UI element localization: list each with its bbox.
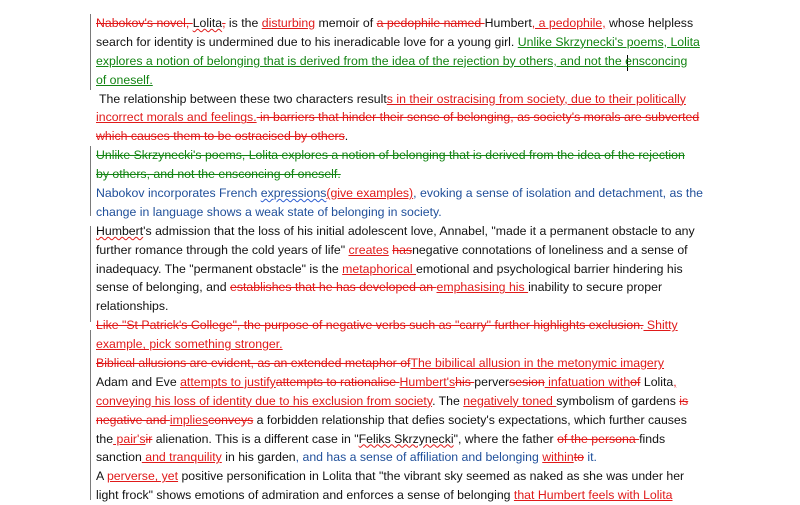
- paragraph-2-line-2: incorrect morals and feelings. in barriers that hinder their sense of belonging, as society's morals are subverted: [96, 110, 700, 125]
- change-bar: [90, 226, 91, 322]
- paragraph-7-line-8: light frock" shows emotions of admiration and enforces a sense of belonging that Humbert feels with Lolita: [96, 488, 673, 503]
- paragraph-1-line-2: search for identity is undermined due to his ineradicable love for a young girl. Unlike Skrzynecki's poems, Lolita: [96, 34, 700, 49]
- paragraph-7-line-1: Biblical allusions are evident, as an extended metaphor ofThe bibilical allusion in the metonymic imagery: [96, 356, 665, 371]
- paragraph-5-line-1: Humbert's admission that the loss of his initial adolescent love, Annabel, "made it a permanent obstacle to any: [96, 223, 695, 238]
- document-body[interactable]: [96, 14, 708, 505]
- paragraph-5-line-4: sense of belonging, and establishes that he has developed an emphasising his inability to secure proper: [96, 280, 663, 295]
- paragraph-1-line-1: Nabokov's novel, Lolita, is the disturbing memoir of a pedophile named Humbert, a pedophile, whose helpless: [96, 16, 694, 30]
- paragraph-4-line-1: Nabokov incorporates French expressions(give examples), evoking a sense of isolation and detachment, as the: [96, 186, 704, 201]
- change-bar: [90, 330, 91, 500]
- paragraph-3-line-2: by others, and not the ensconcing of oneself.: [96, 167, 341, 182]
- paragraph-1-line-3: explores a notion of belonging that is derived from the idea of the rejection by others, and not the ensconcing: [96, 53, 688, 68]
- paragraph-5-line-3: inadequacy. The "permanent obstacle" is the metaphorical emotional and psychological barrier hindering his: [96, 261, 683, 276]
- change-bar: [90, 146, 91, 216]
- change-bar: [90, 14, 91, 90]
- paragraph-7-line-7: A perverse, yet positive personification in Lolita that "the vibrant sky seemed as naked as she was under her: [96, 469, 685, 484]
- paragraph-4-line-2: change in language shows a weak state of belonging in society.: [96, 204, 442, 219]
- paragraph-7-line-3: conveying his loss of identity due to his exclusion from society. The negatively toned symbolism of gardens is: [96, 393, 689, 408]
- paragraph-2-line-3: which causes them to be ostracised by others.: [96, 129, 349, 144]
- paragraph-3-line-1: Unlike Skrzynecki's poems, Lolita explores a notion of belonging that is derived from the idea of the rejection: [96, 148, 685, 163]
- paragraph-1-line-4: of oneself.: [96, 72, 153, 87]
- paragraph-7-line-2: Adam and Eve attempts to justifyattempts to rationalise Humbert'shis perversesion infatuation withof Lolita,: [96, 374, 677, 389]
- paragraph-7-line-4: negative and impliesconveys a forbidden relationship that defies society's expectations, which further causes: [96, 412, 687, 427]
- paragraph-7-line-5: the pair'sir alienation. This is a different case in "Feliks Skrzynecki", where the father of the persona finds: [96, 431, 666, 446]
- paragraph-5-line-5: relationships.: [96, 299, 169, 314]
- paragraph-2-line-1: The relationship between these two characters results in their ostracising from society, due to their politically: [99, 91, 686, 106]
- paragraph-6-line-2: example, pick something stronger.: [96, 337, 283, 352]
- paragraph-5-line-2: further romance through the cold years of life" creates hasnegative connotations of loneliness and a sense of: [96, 242, 688, 257]
- paragraph-6-line-1: Like "St Patrick's College", the purpose of negative verbs such as "carry" further highlights exclusion. Shitty: [96, 318, 678, 333]
- paragraph-7-line-6: sanction and tranquility in his garden, and has a sense of affiliation and belonging withinto it.: [96, 450, 597, 465]
